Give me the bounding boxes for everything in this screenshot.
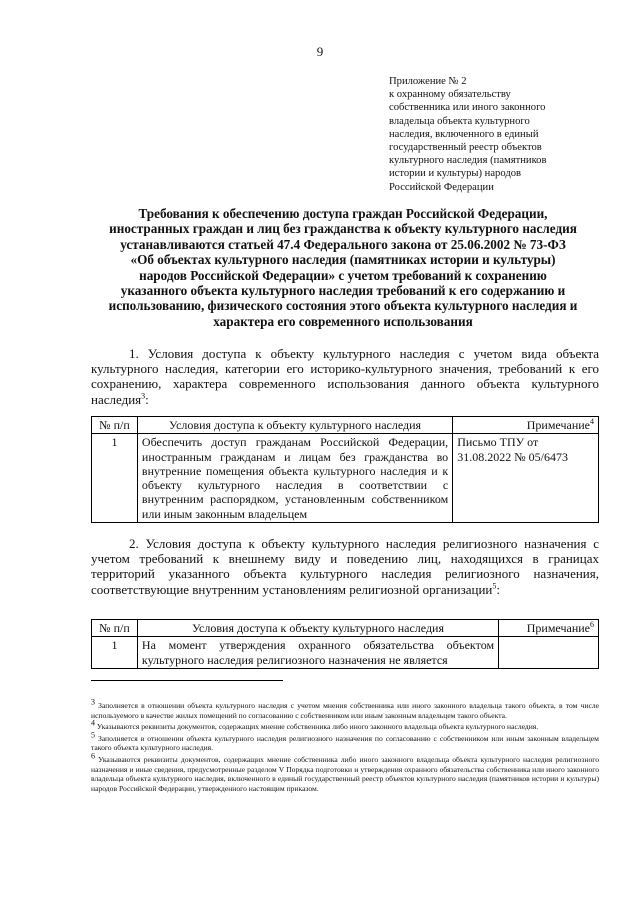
- footnote-text: Указываются реквизиты документов, содержащих мнение собственника либо иного законного владельца объекта культурного наследия религиозного назначения и иные сведения, предусмотренные разделом V Порядка подготовки и утверждения охранного обязательства собственника или иного законного владельца объекта культурного наследия, включенного в единый государственный реестр объектов культурного наследия (памятников истории и культуры) народов Российской Федерации, утвержденного настоящим приказом.: [91, 754, 599, 793]
- title-line: устанавливаются статьей 47.4 Федерального закона от 25.06.2002 № 73-ФЗ: [120, 236, 566, 252]
- header-number: № п/п: [92, 620, 138, 637]
- title-line: иностранных граждан и лиц без гражданства к объекту культурного наследия: [109, 221, 577, 237]
- title-line: характера его современного использования: [213, 313, 473, 329]
- header-note-label: Примечание: [526, 418, 590, 432]
- footnote-mark: 6: [91, 751, 95, 761]
- appendix-line: к охранному обязательству: [389, 89, 511, 101]
- row-note: Письмо ТПУ от 31.08.2022 № 05/6473: [453, 434, 599, 523]
- appendix-line: Российской Федерации: [389, 181, 494, 193]
- table-header-row: [92, 417, 599, 434]
- table-header-row: [92, 620, 599, 637]
- row-number: 1: [92, 637, 138, 669]
- footnote: [91, 751, 599, 793]
- appendix-line: Приложение № 2: [389, 76, 467, 87]
- header-number: № п/п: [92, 417, 138, 434]
- title-line: Требования к обеспечению доступа граждан Российской Федерации,: [138, 206, 548, 221]
- footnote-mark: 4: [91, 718, 95, 728]
- footnote-ref-5: 5: [492, 581, 497, 591]
- footnote: [91, 697, 599, 720]
- section-1-paragraph: [91, 346, 599, 407]
- section-2-paragraph: [91, 536, 599, 597]
- access-conditions-table: [91, 416, 599, 523]
- section-1-end: :: [145, 391, 149, 407]
- footnote-ref-4: 4: [590, 417, 594, 426]
- footnotes: [91, 697, 599, 795]
- row-condition: На момент утверждения охранного обязательства объектом культурного наследия религиозного назначения не является: [137, 637, 498, 669]
- header-note: [499, 620, 599, 637]
- title-line: «Об объектах культурного наследия (памятниках истории и культуры): [130, 252, 556, 268]
- appendix-line: культурного наследия (памятников: [389, 155, 547, 167]
- row-note: [499, 637, 599, 669]
- footnote-mark: 3: [91, 697, 95, 707]
- footnote-text: Заполняется в отношении объекта культурного наследия религиозного назначения по согласованию с собственником или иным законным владельцем такого объекта культурного наследия.: [91, 733, 599, 753]
- row-number: 1: [92, 434, 138, 523]
- appendix-heading: [389, 75, 621, 194]
- header-conditions: Условия доступа к объекту культурного наследия: [137, 620, 498, 637]
- header-note-label: Примечание: [526, 621, 590, 635]
- footnote-mark: 5: [91, 730, 95, 740]
- section-2-text: 2. Условия доступа к объекту культурного наследия религиозного назначения с учетом требований к внешнему виду и поведению лиц, находящихся в границах территорий указанного объекта культурного наследия религиозного назначения, соответствующие внутренним установлениям религиозной организации: [91, 536, 599, 597]
- footnote-text: Указываются реквизиты документов, содержащих мнение собственника либо иного законного владельца объекта культурного наследия.: [96, 722, 539, 732]
- table-row: [92, 637, 599, 669]
- page-number: 9: [316, 44, 324, 59]
- table-row: [92, 434, 599, 523]
- appendix-line: собственника или иного законного: [389, 102, 546, 114]
- header-note: [453, 417, 599, 434]
- title-line: указанного объекта культурного наследия требований к его содержанию и: [120, 283, 566, 299]
- footnote-text: Заполняется в отношении объекта культурного наследия с учетом мнения собственника или иного законного владельца такого объекта, в том числе используемого в качестве жилых помещений по согласованию с собственником или иным законным владельцем такого объекта.: [91, 701, 599, 720]
- appendix-line: наследия, включенного в единый: [389, 128, 539, 140]
- section-2-end: :: [496, 581, 500, 597]
- document-title: [88, 206, 598, 329]
- row-condition: Обеспечить доступ гражданам Российской Федерации, иностранным гражданам и лицам без гражданства во внутренние помещения объекта культурного наследия и к объекту культурного наследия в соответствии с внутренним распорядком, установленным собственником или иным законным владельцем: [137, 434, 452, 523]
- footnote-ref-3: 3: [141, 391, 146, 401]
- footnote: [91, 718, 599, 732]
- appendix-line: государственный реестр объектов: [389, 142, 542, 154]
- footnote-divider: [91, 680, 283, 681]
- appendix-line: истории и культуры) народов: [389, 168, 522, 180]
- header-conditions: Условия доступа к объекту культурного наследия: [137, 417, 452, 434]
- section-1-text: 1. Условия доступа к объекту культурного наследия с учетом вида объекта культурного наследия, категории его историко-культурного значения, требований к его сохранению, характера современного использования данного объекта культурного наследия: [91, 346, 599, 407]
- footnote-ref-6: 6: [590, 620, 594, 629]
- title-line: использованию, физического состояния этого объекта культурного наследия и: [108, 298, 578, 314]
- footnote: [91, 730, 599, 753]
- title-line: народов Российской Федерации» с учетом требований к сохранению: [139, 267, 547, 283]
- religious-access-table: [91, 619, 599, 669]
- appendix-line: владельца объекта культурного: [389, 115, 530, 127]
